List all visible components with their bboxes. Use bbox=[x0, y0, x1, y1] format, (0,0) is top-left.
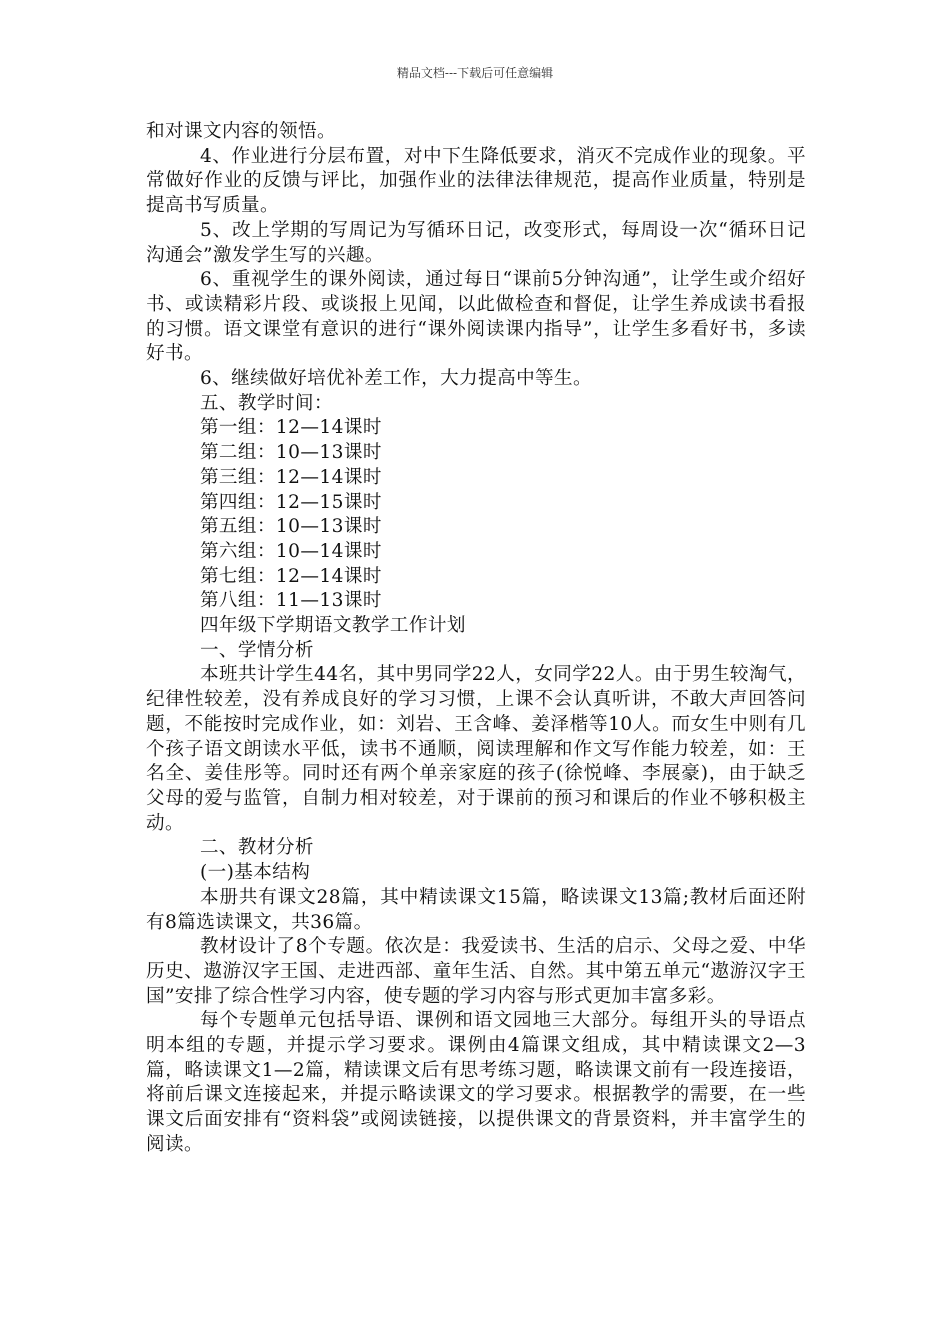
paragraph: 第一组：12—14课时 bbox=[199, 417, 382, 439]
paragraph: 第四组：12—15课时 bbox=[199, 491, 382, 513]
paragraph: 四年级下学期语文教学工作计划 bbox=[199, 615, 466, 637]
paragraph: 第三组：12—14课时 bbox=[199, 466, 382, 488]
paragraph: 五、教学时间： bbox=[199, 392, 333, 414]
paragraph: 4、作业进行分层布置，对中下生降低要求，消灭不完成作业的现象。平常做好作业的反馈与评比，加强作业的法律法律规范，提高作业质量，特别是提高书写质量。 bbox=[146, 145, 806, 217]
paragraph: 第二组：10—13课时 bbox=[199, 442, 382, 464]
paragraph: 第五组：10—13课时 bbox=[199, 516, 382, 538]
paragraph: 每个专题单元包括导语、课例和语文园地三大部分。每组开头的导语点明本组的专题，并提示学习要求。课例由4篇课文组成，其中精读课文2—3篇，略读课文1—2篇，精读课文后有思考练习题，略读课文前有一段连接语，将前后课文连接起来，并提示略读课文的学习要求。根据教学的需要，在一些课文后面安排有“资料袋”或阅读链接，以提供课文的背景资料，并丰富学生的阅读。 bbox=[146, 1010, 806, 1155]
paragraph: (一)基本结构 bbox=[199, 862, 311, 884]
paragraph: 一、学情分析 bbox=[199, 639, 314, 661]
paragraph: 第八组：11—13课时 bbox=[199, 590, 382, 612]
paragraph: 6、重视学生的课外阅读，通过每日“课前5分钟沟通”，让学生或介绍好书、或读精彩片段、或谈报上见闻，以此做检查和督促，让学生养成读书看报的习惯。语文课堂有意识的进行“课外阅读课内指导”，让学生多看好书，多读好书。 bbox=[146, 269, 806, 365]
paragraph: 6、继续做好培优补差工作，大力提高中等生。 bbox=[199, 368, 593, 390]
document-body bbox=[146, 120, 806, 1158]
paragraph: 二、教材分析 bbox=[199, 837, 314, 859]
paragraph: 和对课文内容的领悟。 bbox=[146, 121, 336, 142]
paragraph: 本册共有课文28篇，其中精读课文15篇，略读课文13篇;教材后面还附有8篇选读课文，共36篇。 bbox=[146, 886, 806, 933]
paragraph: 第六组：10—14课时 bbox=[199, 540, 382, 562]
paragraph: 本班共计学生44名，其中男同学22人，女同学22人。由于男生较淘气，纪律性较差，没有养成良好的学习习惯，上课不会认真听讲，不敢大声回答问题，不能按时完成作业，如：刘岩、王含峰、姜泽楷等10人。而女生中则有几个孩子语文朗读水平低，读书不通顺，阅读理解和作文写作能力较差，如：王名全、姜佳彤等。同时还有两个单亲家庭的孩子(徐悦峰、李展豪)，由于缺乏父母的爱与监管，自制力相对较差，对于课前的预习和课后的作业不够积极主动。 bbox=[146, 664, 806, 834]
paragraph: 5、改上学期的写周记为写循环日记，改变形式，每周设一次“循环日记沟通会”激发学生写的兴趣。 bbox=[146, 219, 806, 266]
paragraph: 第七组：12—14课时 bbox=[199, 565, 382, 587]
paragraph: 教材设计了8个专题。依次是：我爱读书、生活的启示、父母之爱、中华历史、遨游汉字王国、走进西部、童年生活、自然。其中第五单元“遨游汉字王国”安排了综合性学习内容，使专题的学习内容与形式更加丰富多彩。 bbox=[146, 936, 806, 1007]
page-header: 精品文档---下载后可任意编辑 bbox=[396, 66, 554, 80]
